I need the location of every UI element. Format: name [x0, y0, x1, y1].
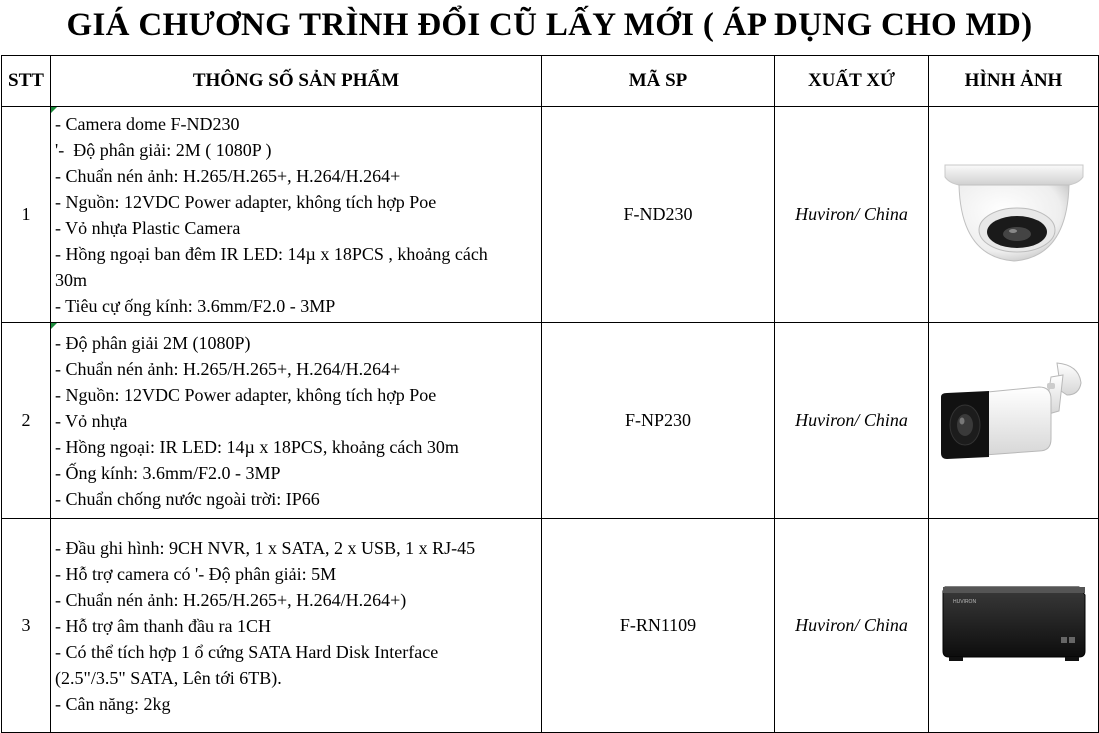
row-code: F-NP230 [542, 323, 775, 519]
table-row [2, 323, 1099, 519]
spec-line: - Hỗ trợ âm thanh đầu ra 1CH [55, 615, 271, 636]
nvr-recorder-icon [939, 573, 1089, 673]
spec-line: - Đầu ghi hình: 9CH NVR, 1 x SATA, 2 x USB, 1 x RJ-45 [55, 537, 476, 558]
comment-marker [51, 323, 57, 329]
spec-line: (2.5"/3.5" SATA, Lên tới 6TB). [55, 667, 282, 688]
spec-line: - Chuẩn chống nước ngoài trời: IP66 [55, 488, 320, 509]
row-image [929, 107, 1099, 323]
spec-line: - Hỗ trợ camera có '- Độ phân giải: 5M [55, 563, 337, 584]
spec-line: - Độ phân giải 2M (1080P) [55, 332, 251, 353]
row-stt: 2 [2, 323, 51, 519]
spec-line: 30m [55, 269, 88, 290]
header-stt: STT [2, 56, 51, 107]
header-spec: THÔNG SỐ SẢN PHẨM [51, 56, 542, 107]
spec-line: - Cân năng: 2kg [55, 693, 171, 714]
spec-line: - Ống kính: 3.6mm/F2.0 - 3MP [55, 462, 281, 483]
row-code: F-RN1109 [542, 519, 775, 733]
bullet-camera-icon [939, 353, 1089, 483]
row-spec [51, 323, 542, 519]
page-title: GIÁ CHƯƠNG TRÌNH ĐỔI CŨ LẤY MỚI ( ÁP DỤNG CHO MD) [66, 6, 1033, 43]
spec-line: - Chuẩn nén ảnh: H.265/H.265+, H.264/H.264+ [55, 358, 401, 379]
row-spec [51, 107, 542, 323]
table-row [2, 107, 1099, 323]
row-image [929, 519, 1099, 733]
spec-line: - Chuẩn nén ảnh: H.265/H.265+, H.264/H.264+) [55, 589, 407, 610]
table-row [2, 519, 1099, 733]
header-code: MÃ SP [542, 56, 775, 107]
spec-line: - Camera dome F-ND230 [55, 113, 240, 134]
row-stt: 1 [2, 107, 51, 323]
header-image: HÌNH ẢNH [929, 56, 1099, 107]
spec-line: - Nguồn: 12VDC Power adapter, không tích hợp Poe [55, 191, 437, 212]
row-origin: Huviron/ China [775, 107, 929, 323]
spec-line: - Nguồn: 12VDC Power adapter, không tích hợp Poe [55, 384, 437, 405]
spec-line: - Hồng ngoại ban đêm IR LED: 14µ x 18PCS , khoảng cách [55, 243, 488, 264]
spec-line: - Chuẩn nén ảnh: H.265/H.265+, H.264/H.264+ [55, 165, 401, 186]
dome-camera-icon [939, 147, 1089, 277]
spec-line: - Tiêu cự ống kính: 3.6mm/F2.0 - 3MP [55, 295, 336, 316]
spec-line: - Hồng ngoại: IR LED: 14µ x 18PCS, khoảng cách 30m [55, 436, 459, 457]
row-code: F-ND230 [542, 107, 775, 323]
table-header-row [2, 56, 1099, 107]
comment-marker [51, 107, 57, 113]
row-stt: 3 [2, 519, 51, 733]
row-image [929, 323, 1099, 519]
row-spec [51, 519, 542, 733]
spec-line: - Vỏ nhựa [55, 410, 128, 431]
spec-line: '- Độ phân giải: 2M ( 1080P ) [55, 139, 272, 160]
row-origin: Huviron/ China [775, 519, 929, 733]
header-origin: XUẤT XỨ [775, 56, 929, 107]
row-origin: Huviron/ China [775, 323, 929, 519]
spec-line: - Có thể tích hợp 1 ổ cứng SATA Hard Disk Interface [55, 641, 439, 662]
nvr-logo: HUVIRON [952, 599, 976, 605]
spec-line: - Vỏ nhựa Plastic Camera [55, 217, 241, 238]
product-table [1, 55, 1099, 733]
